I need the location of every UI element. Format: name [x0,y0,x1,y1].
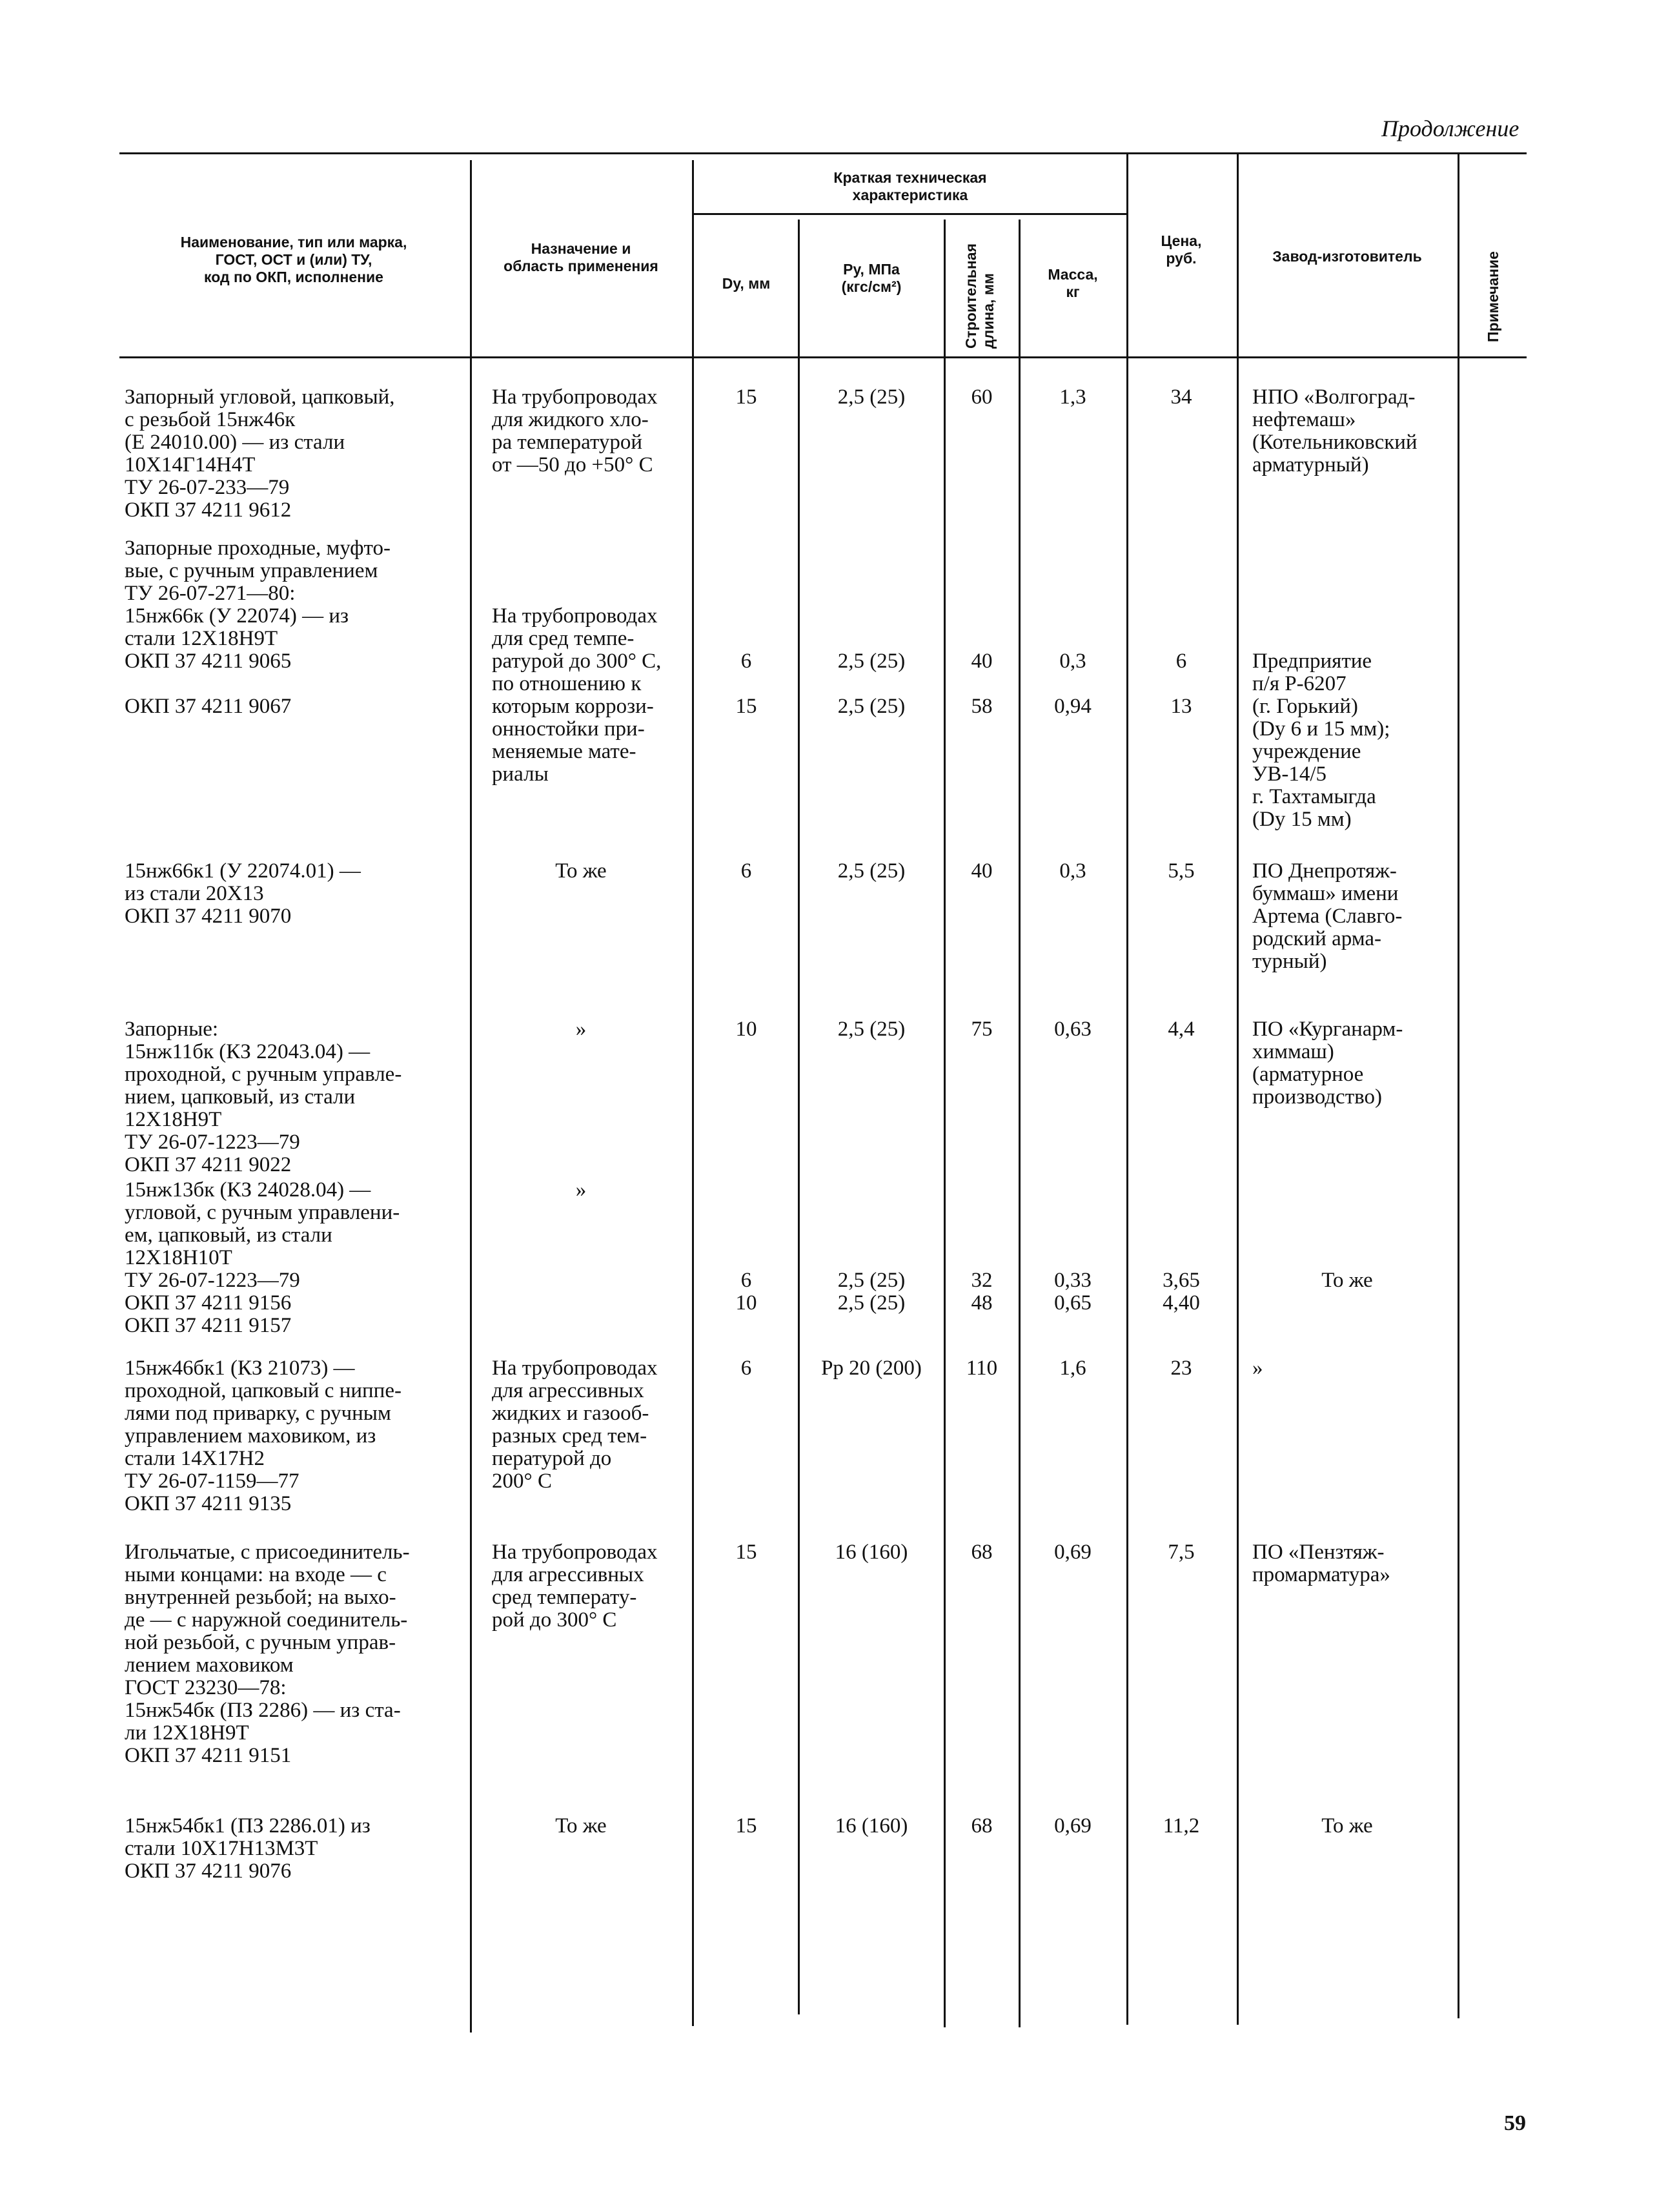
cell-mass: 0,63 [1054,1018,1092,1041]
cell-price: 11,2 [1163,1814,1200,1838]
cell-length: 32 48 [971,1269,993,1315]
cell-py: 16 (160) [835,1541,908,1564]
cell-mass: 0,3 [1059,859,1086,883]
cell-name: 15нж46бк1 (КЗ 21073) — проходной, цапковый с ниппе- лями под приварку, с ручным управлением маховиком, из стали 14Х17Н2 ТУ 26-07-1159—77 ОКП 37 4211 9135 [125,1357,401,1515]
header-maker: Завод-изготовитель [1272,248,1422,265]
cell-dy: 15 [735,385,757,409]
col-divider-3 [798,220,800,2014]
header-length: Строительная длина, мм [962,243,997,349]
cell-maker: ПО Днепротяж- буммаш» имени Артема (Славго- родский арма- турный) [1252,859,1403,973]
cell-dy: 6 [740,1357,752,1380]
cell-name: 15нж66к1 (У 22074.01) — из стали 20Х13 ОКП 37 4211 9070 [125,859,361,928]
tech-group-rule [694,213,1126,215]
cell-length: 68 [971,1541,993,1564]
cell-maker: » [1252,1357,1263,1380]
col-divider-4 [944,220,946,2027]
cell-purpose: » [575,1178,587,1202]
cell-maker: То же [1321,1814,1373,1838]
cell-maker: ПО «Пензтяж- промарматура» [1252,1541,1390,1586]
cell-purpose: То же [555,859,607,883]
cell-py: 2,5 (25) 2,5 (25) [837,650,906,718]
col-divider-6 [1126,152,1128,2025]
cell-name: 15нж54бк1 (ПЗ 2286.01) из стали 10Х17Н13М3Т ОКП 37 4211 9076 [125,1814,371,1883]
continuation-label: Продолжение [1381,116,1519,141]
cell-py: 2,5 (25) [837,1018,906,1041]
cell-price: 4,4 [1168,1018,1195,1041]
cell-mass: 0,69 [1054,1814,1092,1838]
cell-length: 75 [971,1018,993,1041]
cell-name: Запорные: 15нж11бк (КЗ 22043.04) — проходной, с ручным управле- нием, цапковый, из стали 12Х18Н9Т ТУ 26-07-1223—79 ОКП 37 4211 9022 [125,1018,402,1176]
cell-py: 2,5 (25) 2,5 (25) [837,1269,906,1315]
header-tech-group: Краткая техническая характеристика [833,169,987,203]
cell-length: 68 [971,1814,993,1838]
cell-price: 23 [1170,1357,1192,1380]
header-bottom-rule [119,356,1527,358]
cell-py: 2,5 (25) [837,859,906,883]
col-divider-5 [1019,220,1021,2027]
cell-dy: 6 15 [735,650,757,718]
cell-py: Pр 20 (200) [821,1357,922,1380]
cell-price: 5,5 [1168,859,1195,883]
header-py: Pу, МПа (кгс/см²) [841,261,902,295]
cell-purpose: На трубопроводах для жидкого хло- ра температурой от —50 до +50° С [492,385,658,476]
page-number: 59 [1504,2111,1526,2135]
cell-purpose: На трубопроводах для агрессивных жидких и газооб- разных сред тем- пературой до 200° С [492,1357,658,1493]
cell-name: 15нж13бк (КЗ 24028.04) — угловой, с ручным управлени- ем, цапковый, из стали 12Х18Н10Т ТУ 26-07-1223—79 ОКП 37 4211 9156 ОКП 37 4211 9157 [125,1178,400,1337]
cell-maker: Предприятие п/я Р-6207 (г. Горький) (Dу 6 и 15 мм); учреждение УВ-14/5 г. Тахтамыгда (Dу 15 мм) [1252,650,1390,831]
cell-dy: 6 10 [735,1269,757,1315]
cell-length: 60 [971,385,993,409]
cell-name: Игольчатые, с присоединитель- ными концами: на входе — с внутренней резьбой; на выхо- де — с наружной соединитель- ной резьбой, с ручным управ- лением маховиком ГОСТ 23230—78: 15нж54бк (ПЗ 2286) — из ста- ли 12Х18Н9Т ОКП 37 4211 9151 [125,1541,410,1767]
cell-py: 2,5 (25) [837,385,906,409]
cell-purpose: На трубопроводах для сред темпе- ратурой до 300° С, по отношению к которым коррози- онностойки при- меняемые мате- риалы [492,604,662,786]
col-divider-1 [470,160,472,2033]
cell-name: Запорный угловой, цапковый, с резьбой 15нж46к (Е 24010.00) — из стали 10Х14Г14Н4Т ТУ 26-07-233—79 ОКП 37 4211 9612 [125,385,395,522]
cell-mass: 0,3 0,94 [1054,650,1092,718]
header-dy: Dу, мм [722,275,771,292]
cell-maker: ПО «Курганарм- химмаш) (арматурное производство) [1252,1018,1403,1109]
cell-maker: То же [1321,1269,1373,1292]
cell-py: 16 (160) [835,1814,908,1838]
col-divider-8 [1458,152,1459,2018]
col-divider-7 [1237,152,1239,2025]
header-purpose: Назначение и область применения [503,240,658,274]
header-note: Примечание [1485,251,1501,342]
cell-purpose: То же [555,1814,607,1838]
cell-length: 110 [966,1357,998,1380]
col-divider-2 [692,160,694,2026]
header-name: Наименование, тип или марка, ГОСТ, ОСТ и (или) ТУ, код по ОКП, исполнение [180,234,407,285]
cell-purpose: На трубопроводах для агрессивных сред температу- рой до 300° С [492,1541,658,1632]
cell-price: 6 13 [1170,650,1192,718]
cell-length: 40 [971,859,993,883]
cell-dy: 15 [735,1814,757,1838]
cell-dy: 10 [735,1018,757,1041]
cell-name: Запорные проходные, муфто- вые, с ручным управлением ТУ 26-07-271—80: 15нж66к (У 22074) — из стали 12Х18Н9Т ОКП 37 4211 9065 ОКП 37 4211 9067 [125,537,391,718]
table-top-rule [119,152,1527,154]
header-price: Цена, руб. [1161,232,1202,267]
cell-mass: 1,6 [1059,1357,1086,1380]
cell-price: 3,65 4,40 [1163,1269,1200,1315]
cell-dy: 6 [740,859,752,883]
cell-mass: 1,3 [1059,385,1086,409]
cell-mass: 0,69 [1054,1541,1092,1564]
cell-length: 40 58 [971,650,993,718]
cell-mass: 0,33 0,65 [1054,1269,1092,1315]
cell-price: 7,5 [1168,1541,1195,1564]
header-mass: Масса, кг [1048,266,1098,300]
cell-purpose: » [575,1018,587,1041]
cell-dy: 15 [735,1541,757,1564]
cell-price: 34 [1170,385,1192,409]
cell-maker: НПО «Волгоград- нефтемаш» (Котельниковский арматурный) [1252,385,1418,476]
